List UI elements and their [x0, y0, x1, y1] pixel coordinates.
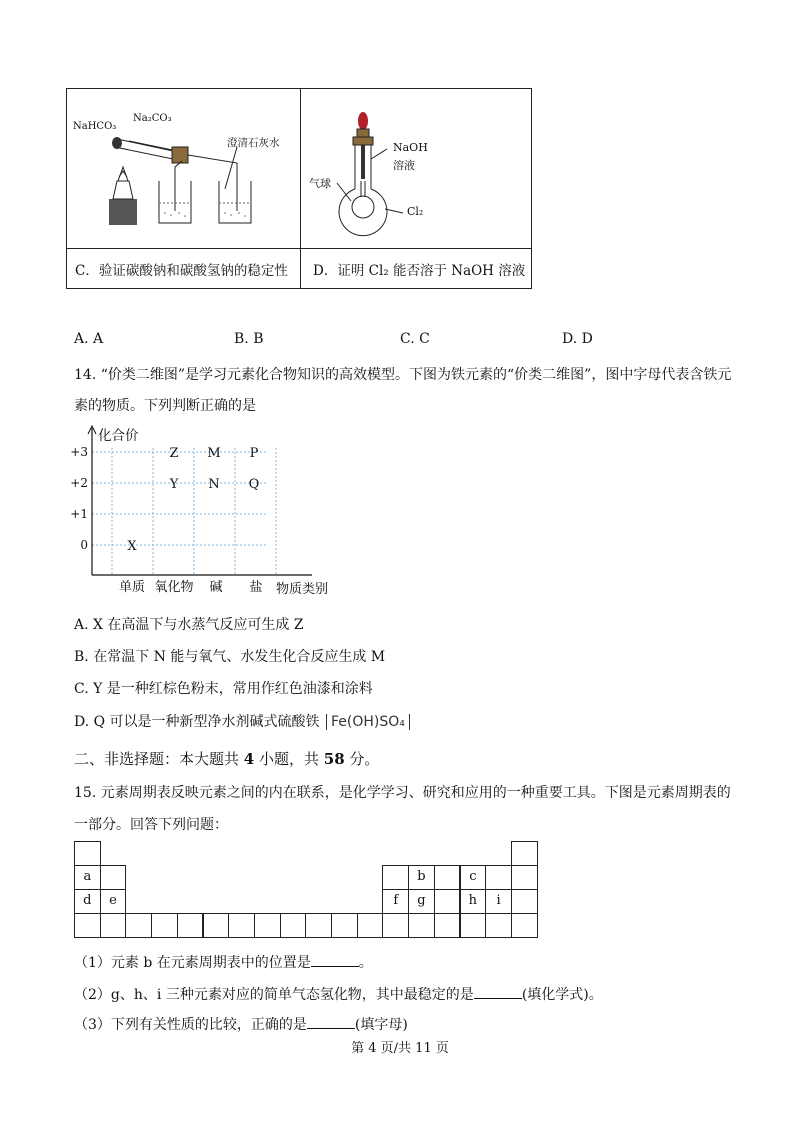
label-cl2: Cl₂ [407, 205, 424, 218]
chart-point-label: P [249, 446, 259, 461]
valence-category-chart [60, 420, 350, 600]
section2-suffix: 分。 [344, 750, 380, 768]
q15-sub3-text: （3）下列有关性质的比较，正确的是 [74, 1017, 307, 1033]
y-tick-label: +2 [70, 476, 88, 490]
pt-cell [280, 913, 307, 938]
section2-mid: 小题，共 [254, 750, 324, 768]
q15-stem-line1: 15. 元素周期表反映元素之间的内在联系，是化学学习、研究和应用的一种重要工具。下图是元素周期表的 [74, 785, 731, 801]
x-tick-label: 单质 [118, 580, 146, 595]
q15-sub1-text: （1）元素 b 在元素周期表中的位置是 [74, 955, 311, 971]
pt-element-e: e [100, 889, 127, 914]
pt-cell [460, 913, 487, 938]
pt-element-i: i [485, 889, 512, 914]
pt-cell [100, 865, 127, 890]
pt-element-a: a [74, 865, 101, 890]
y-tick-label: 0 [80, 538, 88, 552]
pt-cell [511, 841, 538, 866]
page-footer: 第 4 页/共 11 页 [351, 1041, 449, 1056]
q15-stem-line2: 一部分。回答下列问题： [74, 817, 228, 833]
pt-cell [74, 913, 101, 938]
chart-point-label: N [208, 477, 220, 492]
pt-cell [382, 865, 409, 890]
q15-sub2-text: （2）g、h、i 三种元素对应的简单气态氢化物，其中最稳定的是 [74, 987, 474, 1003]
caption-d: D．证明 Cl₂ 能否溶于 NaOH 溶液 [313, 263, 526, 279]
pt-cell [254, 913, 281, 938]
pt-element-h: h [460, 889, 487, 914]
pt-cell [228, 913, 255, 938]
pt-cell [203, 913, 230, 938]
q15-sub1-end: 。 [358, 955, 373, 971]
q14-option-d-text: D. Q 可以是一种新型净水剂碱式硫酸铁 [74, 714, 320, 730]
pt-element-f: f [382, 889, 409, 914]
pt-cell [408, 913, 435, 938]
q14-stem-line2: 素的物质。下列判断正确的是 [74, 398, 256, 414]
y-axis-label: 化合价 [98, 428, 139, 444]
chart-point-label: Y [169, 477, 179, 492]
q14-option-d [74, 711, 410, 731]
pt-cell [74, 841, 101, 866]
q15-sub2 [74, 984, 603, 1004]
pt-cell [100, 913, 127, 938]
pt-cell [485, 865, 512, 890]
label-limewater: 澄清石灰水 [227, 137, 280, 149]
section2-heading [74, 748, 379, 769]
apparatus-c-drawing [67, 89, 300, 248]
pt-cell [305, 913, 332, 938]
answer-blank [307, 1016, 355, 1029]
x-tick-label: 氧化物 [154, 580, 194, 595]
label-na2co3: Na₂CO₃ [133, 113, 172, 124]
q14-option-b: B. 在常温下 N 能与氧气、水发生化合反应生成 M [74, 649, 386, 665]
label-naoh: NaOH [393, 141, 428, 154]
pt-cell [357, 913, 384, 938]
y-tick-label: +3 [70, 445, 88, 459]
chart-point-label: Q [248, 477, 260, 492]
section2-prefix: 二、非选择题：本大题共 [74, 750, 244, 768]
pt-element-d: d [74, 889, 101, 914]
pt-cell [177, 913, 204, 938]
label-solution: 溶液 [393, 159, 415, 172]
x-tick-label: 盐 [249, 580, 263, 595]
chart-point-label: Z [169, 446, 179, 461]
chart-point-label: X [127, 539, 137, 554]
answer-blank [474, 986, 522, 999]
label-nahco3: NaHCO₃ [73, 121, 117, 132]
pt-cell [151, 913, 178, 938]
pt-cell [382, 913, 409, 938]
apparatus-d-drawing [301, 89, 533, 248]
caption-c: C．验证碳酸钠和碳酸氢钠的稳定性 [75, 263, 288, 279]
label-balloon: 气球 [309, 177, 331, 190]
pt-cell [485, 913, 512, 938]
pt-element-b: b [408, 865, 435, 890]
q14-stem-line1: 14. “价类二维图”是学习元素化合物知识的高效模型。下图为铁元素的“价类二维图”，图中字母代表含铁元 [74, 367, 732, 383]
pt-cell [125, 913, 152, 938]
pt-cell [331, 913, 358, 938]
section2-count: 4 [243, 750, 255, 768]
q13-option-c: C. C [400, 331, 430, 347]
q13-option-b: B. B [234, 331, 264, 347]
pt-cell [511, 913, 538, 938]
q13-option-a: A. A [74, 331, 104, 347]
answer-blank [311, 954, 359, 967]
chart-point-label: M [207, 446, 221, 461]
pt-cell [434, 889, 461, 914]
x-axis-label: 物质类别 [275, 582, 329, 597]
apparatus-table [66, 88, 532, 289]
pt-cell [511, 865, 538, 890]
q15-sub2-end: (填化学式)。 [521, 987, 603, 1003]
pt-cell [511, 889, 538, 914]
pt-element-g: g [408, 889, 435, 914]
y-tick-label: +1 [70, 507, 88, 521]
q14-option-c: C. Y 是一种红棕色粉末，常用作红色油漆和涂料 [74, 681, 373, 697]
q13-option-d: D. D [562, 331, 593, 347]
formula-basic-ferric-sulfate: Fe(OH)SO₄ [326, 714, 410, 730]
pt-cell [434, 865, 461, 890]
q15-sub3 [74, 1014, 408, 1034]
section2-score: 58 [323, 750, 345, 768]
q14-option-a: A. X 在高温下与水蒸气反应可生成 Z [74, 617, 304, 633]
q15-sub3-end: (填字母) [354, 1017, 408, 1033]
x-tick-label: 碱 [209, 580, 223, 595]
pt-cell [434, 913, 461, 938]
pt-element-c: c [460, 865, 487, 890]
q15-sub1 [74, 952, 373, 972]
